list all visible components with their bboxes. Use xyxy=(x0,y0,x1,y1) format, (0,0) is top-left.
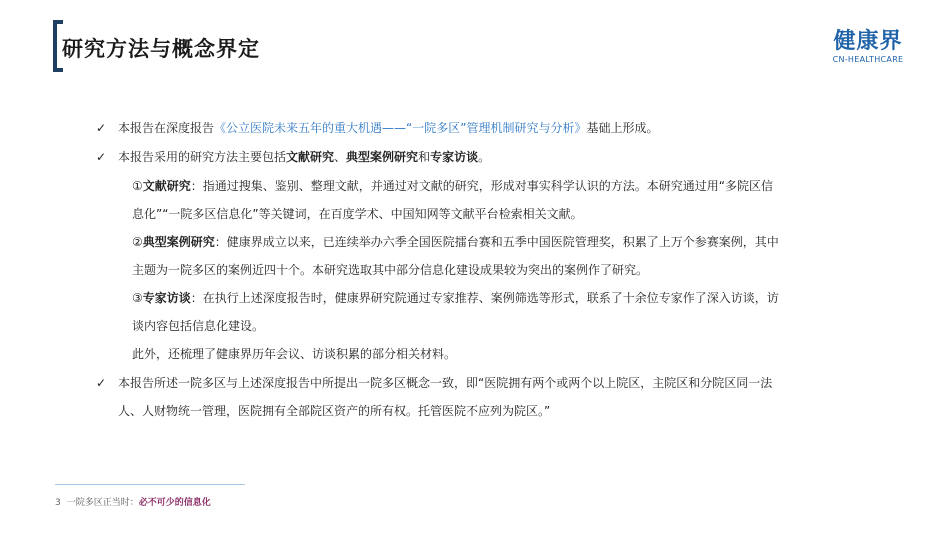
method-case-study: 典型案例研究 xyxy=(346,150,419,164)
sub-item-case-line2: 主题为一院多区的案例近四十个。本研究选取其中部分信息化建设成果较为突出的案例作了研究。 xyxy=(132,263,649,277)
report-title-link[interactable]: 《公立医院未来五年的重大机遇——“一院多区”管理机制研究与分析》 xyxy=(214,121,587,135)
brand-logo xyxy=(826,30,910,65)
sub-item-label: 专家访谈 xyxy=(142,291,191,305)
bullet-item-definition-line1: 本报告所述一院多区与上述深度报告中所提出一院多区概念一致，即“医院拥有两个或两个以上院区，主院区和分院区同一法 xyxy=(118,376,773,390)
sub-item-text: ：指通过搜集、鉴别、整理文献，并通过对文献的研究，形成对事实科学认识的方法。本研究通过用“多院区信 xyxy=(190,179,774,193)
sub-item-literature-line1 xyxy=(132,177,773,195)
sub-item-number: ② xyxy=(132,235,143,249)
check-icon: ✓ xyxy=(96,150,107,164)
footer-emphasis: 必不可少的信息化 xyxy=(138,498,211,508)
sub-item-literature-line2: 息化”“一院多区信息化”等关键词，在百度学术、中国知网等文献平台检索相关文献。 xyxy=(132,207,583,221)
item-text: 。 xyxy=(478,150,491,164)
sub-item-text: ：健康界成立以来，已连续举办六季全国医院擂台赛和五季中国医院管理奖，积累了上万个参赛案例，其中 xyxy=(214,235,779,249)
bullet-item-definition-line2: 人、人财物统一管理，医院拥有全部院区资产的所有权。托管医院不应列为院区。” xyxy=(118,404,551,418)
bullet-item-source xyxy=(118,119,658,137)
item-text: 本报告采用的研究方法主要包括 xyxy=(118,150,287,164)
page-title: 研究方法与概念界定 xyxy=(62,37,260,61)
sub-item-interview-line1 xyxy=(132,289,779,307)
method-literature: 文献研究 xyxy=(286,150,335,164)
bullet-item-methods xyxy=(118,148,490,166)
page-number: 3 xyxy=(55,498,61,508)
item-text: 基础上形成。 xyxy=(586,121,659,135)
method-interview: 专家访谈 xyxy=(430,150,479,164)
additional-materials-note: 此外，还梳理了健康界历年会议、访谈积累的部分相关材料。 xyxy=(132,347,457,361)
sub-item-case-line1 xyxy=(132,233,779,251)
footer xyxy=(55,496,211,510)
item-text: 和 xyxy=(418,150,431,164)
logo-text-en: CN-HEALTHCARE xyxy=(832,55,904,64)
footer-divider xyxy=(55,484,245,485)
check-icon: ✓ xyxy=(96,376,107,390)
sub-item-interview-line2: 谈内容包括信息化建设。 xyxy=(132,319,265,333)
item-text: 本报告在深度报告 xyxy=(118,121,215,135)
sub-item-number: ① xyxy=(132,179,143,193)
sub-item-label: 文献研究 xyxy=(142,179,191,193)
sub-item-label: 典型案例研究 xyxy=(142,235,215,249)
footer-text: 一院多区正当时： xyxy=(66,498,139,508)
item-text: 、 xyxy=(334,150,347,164)
check-icon: ✓ xyxy=(96,121,107,135)
sub-item-text: ：在执行上述深度报告时，健康界研究院通过专家推荐、案例筛选等形式，联系了十余位专家作了深入访谈，访 xyxy=(190,291,779,305)
logo-text-cn: 健康界 xyxy=(833,29,903,54)
sub-item-number: ③ xyxy=(132,291,143,305)
